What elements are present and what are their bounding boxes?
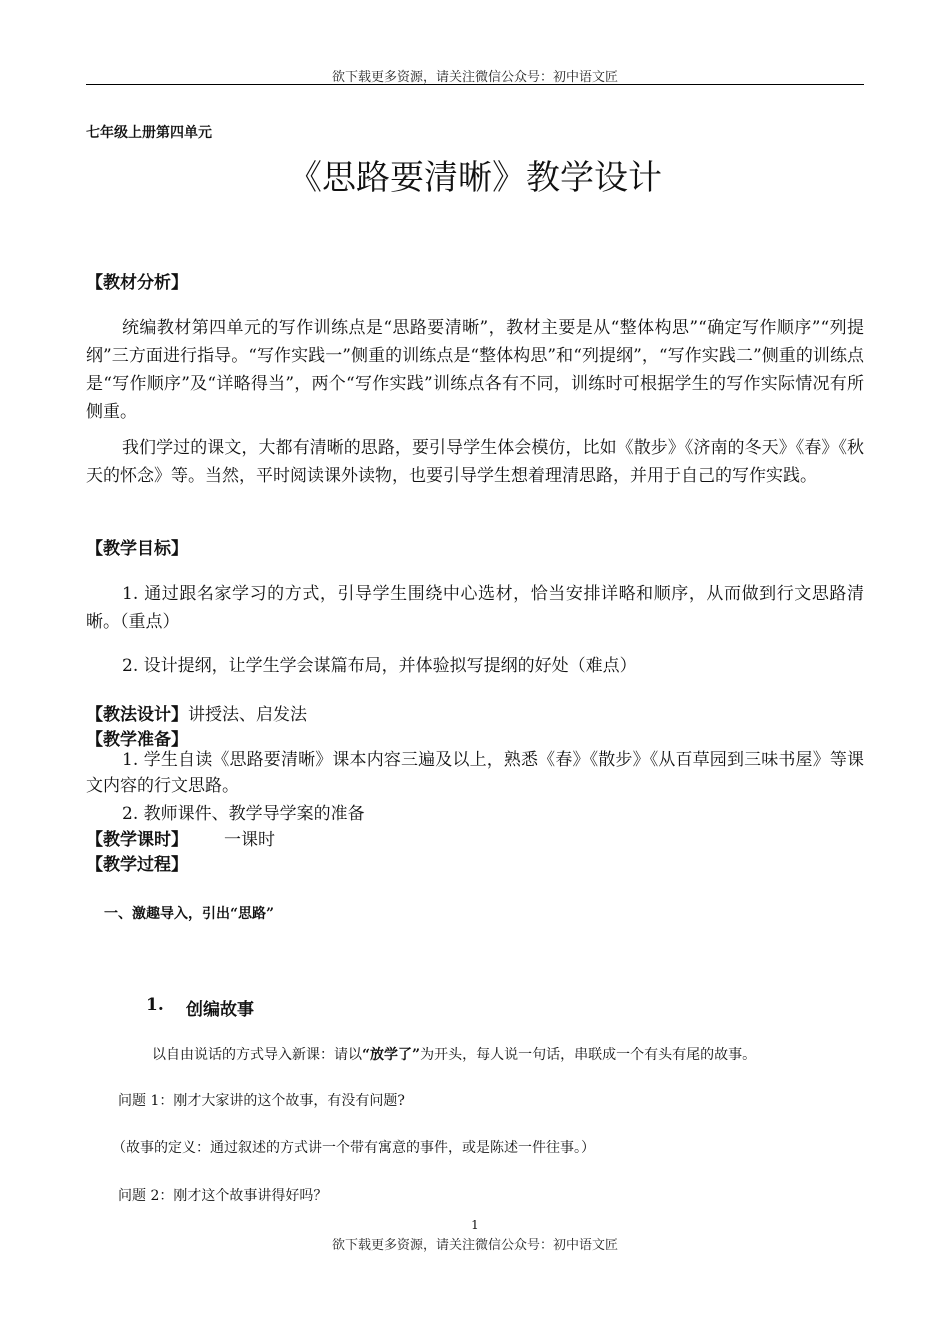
sub-step-title: 创编故事 [186, 1000, 254, 1020]
section-heading-process: 【教学过程】 [86, 855, 188, 875]
section-heading-method: 【教法设计】 [86, 705, 188, 725]
goal-item-2: 2. 设计提纲，让学生学会谋篇布局，并体验拟写提纲的好处（难点） [122, 656, 637, 676]
document-title: 《思路要清晰》教学设计 [288, 158, 662, 198]
section-heading-hours: 【教学课时】 [86, 830, 188, 850]
hours-text: 一课时 [224, 830, 275, 850]
method-text: 讲授法、启发法 [188, 705, 307, 725]
process-step-1: 一、激趣导入，引出“思路” [104, 906, 275, 922]
story-definition: （故事的定义：通过叙述的方式讲一个带有寓意的事件，或是陈述一件往事。） [112, 1140, 595, 1156]
analysis-paragraph-2: 我们学过的课文，大都有清晰的思路，要引导学生体会模仿，比如《散步》《济南的冬天》《春》《秋天的怀念》等。当然，平时阅读课外读物，也要引导学生想着理清思路，并用于自己的写作实践。 [86, 438, 864, 486]
page-header: 欲下载更多资源，请关注微信公众号：初中语文匠 [331, 70, 618, 85]
intro-text-bold: “放学了” [362, 1047, 421, 1063]
page-footer: 欲下载更多资源，请关注微信公众号：初中语文匠 [331, 1238, 618, 1253]
question-2: 问题 2：刚才这个故事讲得好吗？ [118, 1188, 328, 1204]
intro-text-pre: 以自由说话的方式导入新课：请以 [152, 1047, 362, 1063]
goal-item-1: 1. 通过跟名家学习的方式，引导学生围绕中心选材，恰当安排详略和顺序，从而做到行文思路清晰。（重点） [86, 584, 864, 632]
header-divider [86, 84, 864, 85]
section-heading-prep: 【教学准备】 [86, 730, 188, 750]
unit-label: 七年级上册第四单元 [86, 125, 212, 141]
analysis-paragraph-1: 统编教材第四单元的写作训练点是“思路要清晰”，教材主要是从“整体构思”“确定写作顺序”“列提纲”三方面进行指导。“写作实践一”侧重的训练点是“整体构思”和“列提纲”，“写作实践二”侧重的训练点是“写作顺序”及“详略得当”，两个“写作实践”训练点各有不同，训练时可根据学生的写作实际情况有所侧重。 [86, 318, 864, 422]
hours-row [86, 825, 275, 850]
page-number: 1 [471, 1218, 479, 1232]
prep-item-1: 1. 学生自读《思路要清晰》课本内容三遍及以上，熟悉《春》《散步》《从百草园到三味书屋》等课文内容的行文思路。 [86, 750, 864, 796]
intro-text-post: 为开头，每人说一句话，串联成一个有头有尾的故事。 [420, 1047, 757, 1063]
method-row [86, 700, 307, 725]
prep-item-2: 2. 教师课件、教学导学案的准备 [122, 804, 365, 824]
section-heading-goals: 【教学目标】 [86, 539, 188, 559]
sub-step-number: 1. [146, 995, 164, 1015]
question-1: 问题 1：刚才大家讲的这个故事，有没有问题? [118, 1093, 405, 1109]
intro-instruction [152, 1044, 864, 1064]
section-heading-analysis: 【教材分析】 [86, 273, 188, 293]
